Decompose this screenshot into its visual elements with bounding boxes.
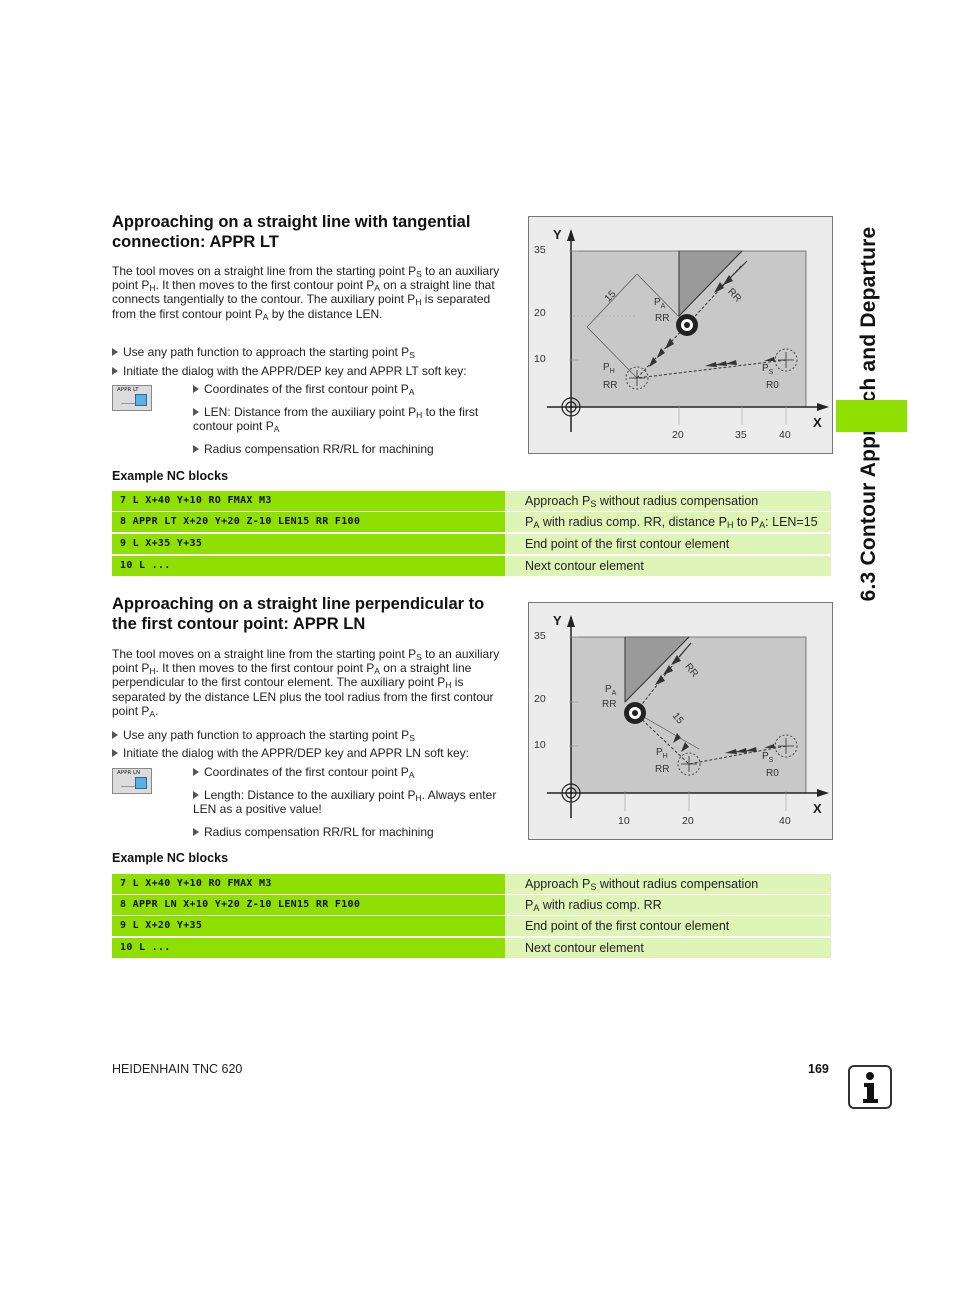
x-axis-label: X [813,801,822,816]
nc-row [112,534,831,554]
nc-code: 8 APPR LN X+10 Y+20 Z-10 LEN15 RR F100 [112,895,505,915]
appr-lt-diagram [529,217,832,453]
y-axis-label: Y [553,227,562,242]
rr-line-label: RR [682,661,701,680]
nc-row [112,938,831,958]
nc-row [112,512,831,532]
ps-label: $P_S$ [762,363,774,376]
nc-code: 9 L X+20 Y+35 [112,916,505,936]
y-tick-20: 20 [534,693,546,705]
y-tick-35: 35 [534,630,546,642]
nc-row [112,874,831,894]
y-tick-35: 35 [534,244,546,256]
nc-code: 7 L X+40 Y+10 RO FMAX M3 [112,874,505,894]
ps-label: $P_S$ [762,751,774,764]
section2-subbullet-1: Coordinates of the first contour point $P_A$ [193,765,503,779]
nc-desc: $P_A$ with radius comp. RR [505,895,831,915]
pa-rr-label: RR [602,699,617,710]
appr-lt-softkey[interactable]: APPR LT [112,385,152,411]
ph-label: $P_H$ [656,747,668,760]
nc-row [112,556,831,576]
nc-row [112,916,831,936]
nc-row [112,895,831,915]
x-tick-40: 40 [779,429,791,441]
nc-desc: $P_A$ with radius comp. RR, distance $P_H$ to $P_A$: LEN=15 [505,512,831,532]
pa-label: $P_A$ [605,684,617,697]
y-tick-10: 10 [534,739,546,751]
appr-ln-softkey[interactable]: APPR LN [112,768,152,794]
x-axis-label: X [813,415,822,430]
ps-r0-label: R0 [766,380,779,391]
rr-line-label: RR [725,286,744,305]
nc-code: 9 L X+35 Y+35 [112,534,505,554]
section1-example-heading: Example NC blocks [112,469,229,483]
y-tick-20: 20 [534,307,546,319]
appr-lt-figure [528,216,833,454]
page-number: 169 [808,1062,829,1076]
section2-bullet-2: Initiate the dialog with the APPR/DEP key and APPR LN soft key: [112,746,512,760]
ph-rr-label: RR [655,764,670,775]
section2-paragraph: The tool moves on a straight line from the starting point $P_S$ to an auxiliary point $P_H$. It then moves to the first contour point $P_A$ on a straight line perpendicular to the first contour element. The auxiliary point $P_H$ is separated by the distance LEN plus the tool radius from the first contour point $P_A$. [112,647,500,719]
ph-rr-label: RR [603,380,618,391]
len-label: 15 [602,288,619,305]
nc-code: 10 L ... [112,556,505,576]
x-tick-35: 35 [735,429,747,441]
bullet-arrow-icon [193,791,199,799]
bullet-arrow-icon [193,445,199,453]
section1-paragraph: The tool moves on a straight line from the starting point $P_S$ to an auxiliary point $P_H$. It then moves to the first contour point $P_A$ on a straight line that connects tangentially to the contour. The auxiliary point $P_H$ is separated from the first contour point $P_A$ by the distance LEN. [112,264,500,322]
nc-desc: Next contour element [505,938,831,958]
chapter-tab-marker [836,400,907,432]
bullet-arrow-icon [112,367,118,375]
section2-subbullet-2: Length: Distance to the auxiliary point $P_H$. Always enter LEN as a positive value! [193,788,497,816]
bullet-arrow-icon [193,828,199,836]
bullet-arrow-icon [112,731,118,739]
x-tick-20: 20 [672,429,684,441]
bullet-arrow-icon [193,768,199,776]
x-tick-40: 40 [779,815,791,827]
bullet-arrow-icon [112,348,118,356]
pa-rr-label: RR [655,313,670,324]
section2-subbullet-3: Radius compensation RR/RL for machining [193,825,503,839]
section1-subbullet-1: Coordinates of the first contour point $P_A$ [193,382,503,396]
appr-ln-figure [528,602,833,840]
bullet-arrow-icon [193,385,199,393]
section2-bullet-1: Use any path function to approach the starting point $P_S$ [112,728,512,742]
ph-label: $P_H$ [603,362,615,375]
section1-subbullet-3: Radius compensation RR/RL for machining [193,442,503,456]
pa-label: $P_A$ [654,297,666,310]
x-tick-10: 10 [618,815,630,827]
bullet-arrow-icon [112,749,118,757]
y-tick-10: 10 [534,353,546,365]
section1-bullet-2: Initiate the dialog with the APPR/DEP key and APPR LT soft key: [112,364,512,378]
y-axis-label: Y [553,613,562,628]
section1-heading: Approaching on a straight line with tangential connection: APPR LT [112,213,471,251]
len-label: 15 [669,710,686,727]
footer-product-name: HEIDENHAIN TNC 620 [112,1062,243,1076]
section2-heading: Approaching on a straight line perpendicular to the first contour point: APPR LN [112,595,485,633]
softkey-symbol-icon [135,394,147,406]
info-icon [848,1065,892,1109]
softkey-symbol-icon [135,777,147,789]
nc-desc: Next contour element [505,556,831,576]
nc-desc: End point of the first contour element [505,534,831,554]
nc-code: 7 L X+40 Y+10 RO FMAX M3 [112,491,505,511]
section1-subbullet-2: LEN: Distance from the auxiliary point $P_H$ to the first contour point $P_A$ [193,405,479,434]
nc-code: 8 APPR LT X+20 Y+20 Z-10 LEN15 RR F100 [112,512,505,532]
nc-desc: End point of the first contour element [505,916,831,936]
ps-r0-label: R0 [766,768,779,779]
nc-row [112,491,831,511]
section1-bullet-1: Use any path function to approach the starting point $P_S$ [112,345,512,359]
section2-example-heading: Example NC blocks [112,851,229,865]
x-tick-20: 20 [682,815,694,827]
nc-desc: Approach $P_S$ without radius compensation [505,491,831,511]
bullet-arrow-icon [193,408,199,416]
nc-code: 10 L ... [112,938,505,958]
nc-desc: Approach $P_S$ without radius compensation [505,874,831,894]
